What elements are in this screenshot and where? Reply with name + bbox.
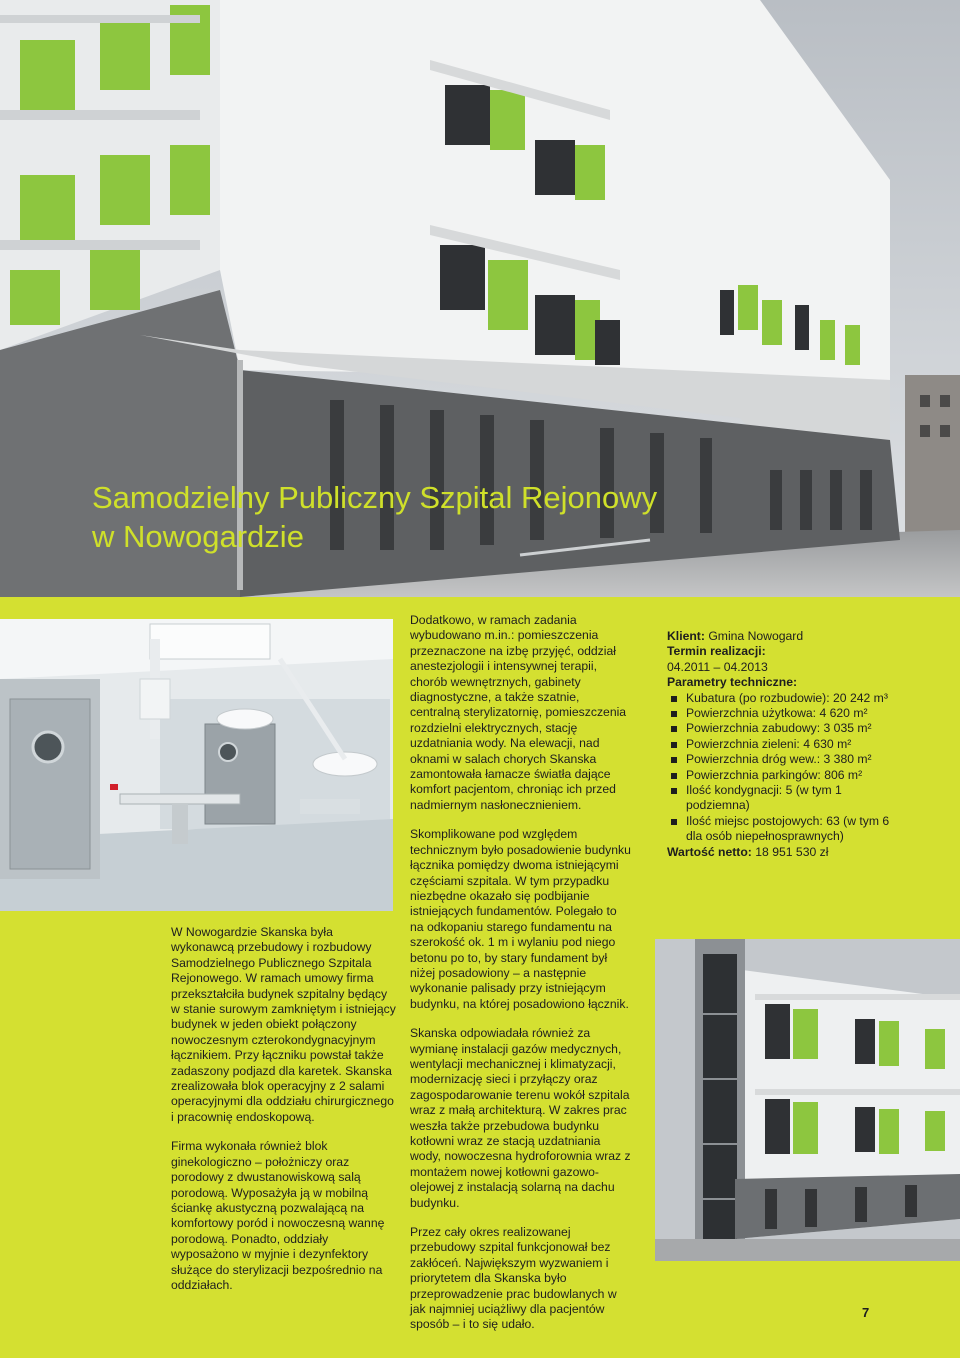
client-label: Klient: [667,629,705,643]
operating-room-photo [0,619,393,911]
value-label: Wartość netto: [667,844,752,859]
list-item: Powierzchnia zieleni: 4 630 m² [667,737,907,752]
facade-illustration [655,939,960,1261]
paragraph: Skomplikowane pod względem technicznym było posadowienie budynku łącznika pomiędzy dwoma istniejącymi częściami szpitala. W tym przypadku niezbędne okazało się podbijanie istniejących fundamentów. Polegało to na odkopaniu starego fundamentu na szerokość ok. 1 m i wylaniu pod niego betonu po to, by stary fundament był niżej posadowiony – a następnie wykonanie palisady przy istniejącym budynku, na której posadowiono łącznik. [410,827,631,1011]
paragraph: Dodatkowo, w ramach zadania wybudowano m.in.: pomieszczenia przeznaczone na izbę przyjęć, oddział anestezjologii i intensywnej terapii, chorób wewnętrznych, gabinety diagnostyczne, a także szatnie, centralną sterylizatornię, pomieszczenia rozdzielni elektrycznych, stację uzdatniania wody. Na elewacji, nad oknami w salach chorych Skanska zamontowała łamacze światła dające komfort pacjentom, chroniąc ich przed nadmiernym nasłonecznieniem. [410,613,627,812]
page-number: 7 [862,1305,870,1320]
paragraph: Przez cały okres realizowanej przebudowy szpital funkcjonował bez zakłóceń. Największym wyzwaniem i priorytetem dla Skanska było przeprowadzenie prac budowlanych w jak najmniej uciążliwy dla pacjentów sposób – i to się udało. [410,1225,617,1332]
list-item: Powierzchnia parkingów: 806 m² [667,768,907,783]
list-item: Powierzchnia dróg wew.: 3 380 m² [667,752,907,767]
paragraph: Firma wykonała również blok ginekologiczno – położniczy oraz porodowy z dwustanowiskową salą porodową. Wyposażyła ją w mobilną ściankę akustyczną pozwalającą na komfortowy poród i nowoczesną wannę porodową. Ponadto, oddziały wyposażono w myjnie i dezynfektory służące do sterylizacji bezpośrednio na oddziałach. [171,1139,385,1292]
value-amount: 18 951 530 zł [755,844,829,859]
list-item: Powierzchnia zabudowy: 3 035 m² [667,721,907,736]
list-item: Ilość miejsc postojowych: 63 (w tym 6 dla osób niepełnosprawnych) [667,814,907,845]
operating-room-illustration [0,619,393,911]
params-list [667,691,907,845]
page-title [92,478,712,556]
body-text-column-1 [171,925,396,1307]
title-line-2: w Nowogardzie [92,519,304,554]
paragraph: W Nowogardzie Skanska była wykonawcą przebudowy i rozbudowy Samodzielnego Publicznego Szpitala Rejonowego. W ramach umowy firma przekształciła budynek szpitalny będący w stanie surowym zamkniętym i istniejący budynek w jeden obiekt połączony nowoczesnym czterokondygnacyjnym łącznikiem. Przy łączniku powstał także zadaszony podjazd dla karetek. Skanska zrealizowała blok operacyjny z 2 salami operacyjnymi dla oddziału chirurgicznego i pracownię endoskopową. [171,925,396,1124]
client-row [667,629,907,644]
client-value: Gmina Nowogard [708,629,804,643]
term-label: Termin realizacji: [667,644,766,659]
paragraph: Skanska odpowiadała również za wymianę instalacji gazów medycznych, wentylacji mechanicznej i klimatyzacji, modernizację sieci i przyłączy oraz zagospodarowanie terenu wokół szpitala wraz z małą architekturą. W zakres prac weszła także przebudowa budynku kotłowni wraz ze stacją uzdatniania wody, nowoczesna hydroforownia wraz z montażem nowej kotłowni gazowo-olejowej z instalacją solarną na dachu budynku. [410,1026,631,1210]
term-value: 04.2011 – 04.2013 [667,659,768,674]
list-item: Ilość kondygnacji: 5 (w tym 1 podziemna) [667,783,907,814]
list-item: Kubatura (po rozbudowie): 20 242 m³ [667,691,907,706]
title-line-1: Samodzielny Publiczny Szpital Rejonowy [92,480,658,515]
building-facade-photo [655,939,960,1261]
params-label: Parametry techniczne: [667,675,798,690]
project-info-box [667,629,907,860]
list-item: Powierzchnia użytkowa: 4 620 m² [667,706,907,721]
value-row [667,845,907,860]
body-text-column-2 [410,613,632,1347]
